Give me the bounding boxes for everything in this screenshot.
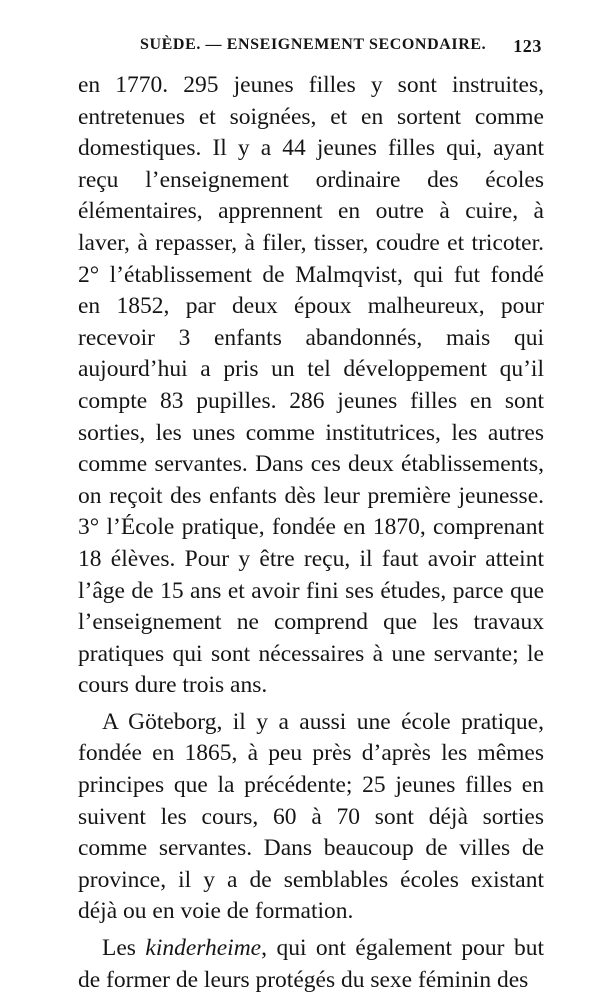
paragraph-3 [78, 933, 544, 996]
running-head: SUÈDE. — ENSEIGNEMENT SECONDAIRE. [140, 36, 487, 53]
paragraph-3-lead: Les [102, 935, 136, 962]
paragraph-2: A Göteborg, il y a aussi une école pratique, fondée en 1865, à peu près d’après les mêmes principes que la précédente; 25 jeunes filles en suivent les cours, 60 à 70 sont déjà sorties comme servantes. Dans beaucoup de villes de province, il y a de semblables écoles existant déjà ou en voie de formation. [78, 708, 544, 925]
page-header [140, 36, 542, 58]
body-text [78, 70, 544, 996]
emphasized-term: kinderheime [145, 935, 262, 962]
paragraph-1: en 1770. 295 jeunes filles y sont instruites, entretenues et soignées, et en sortent comme domestiques. Il y a 44 jeunes filles qui, ayant reçu l’enseignement ordinaire des écoles élémentaires, apprennent en outre à cuire, à laver, à repasser, à filer, tisser, coudre et tricoter. 2° l’établissement de Malmqvist, qui fut fondé en 1852, par deux époux malheureux, pour recevoir 3 enfants abandonnés, mais qui aujourd’hui a pris un tel développement qu’il compte 83 pupilles. 286 jeunes filles en sont sorties, les unes comme institutrices, les autres comme servantes. Dans ces deux établissements, on reçoit des enfants dès leur première jeunesse. 3° l’École pratique, fondée en 1870, comprenant 18 élèves. Pour y être reçu, il faut avoir atteint l’âge de 15 ans et avoir fini ses études, parce que l’enseignement ne comprend que les travaux pratiques qui sont nécessaires à une servante; le cours dure trois ans. [78, 72, 544, 699]
page-number: 123 [513, 36, 542, 56]
paragraph-3-rest: , qui ont également pour but de former de leurs protégés du sexe féminin des [78, 935, 544, 993]
